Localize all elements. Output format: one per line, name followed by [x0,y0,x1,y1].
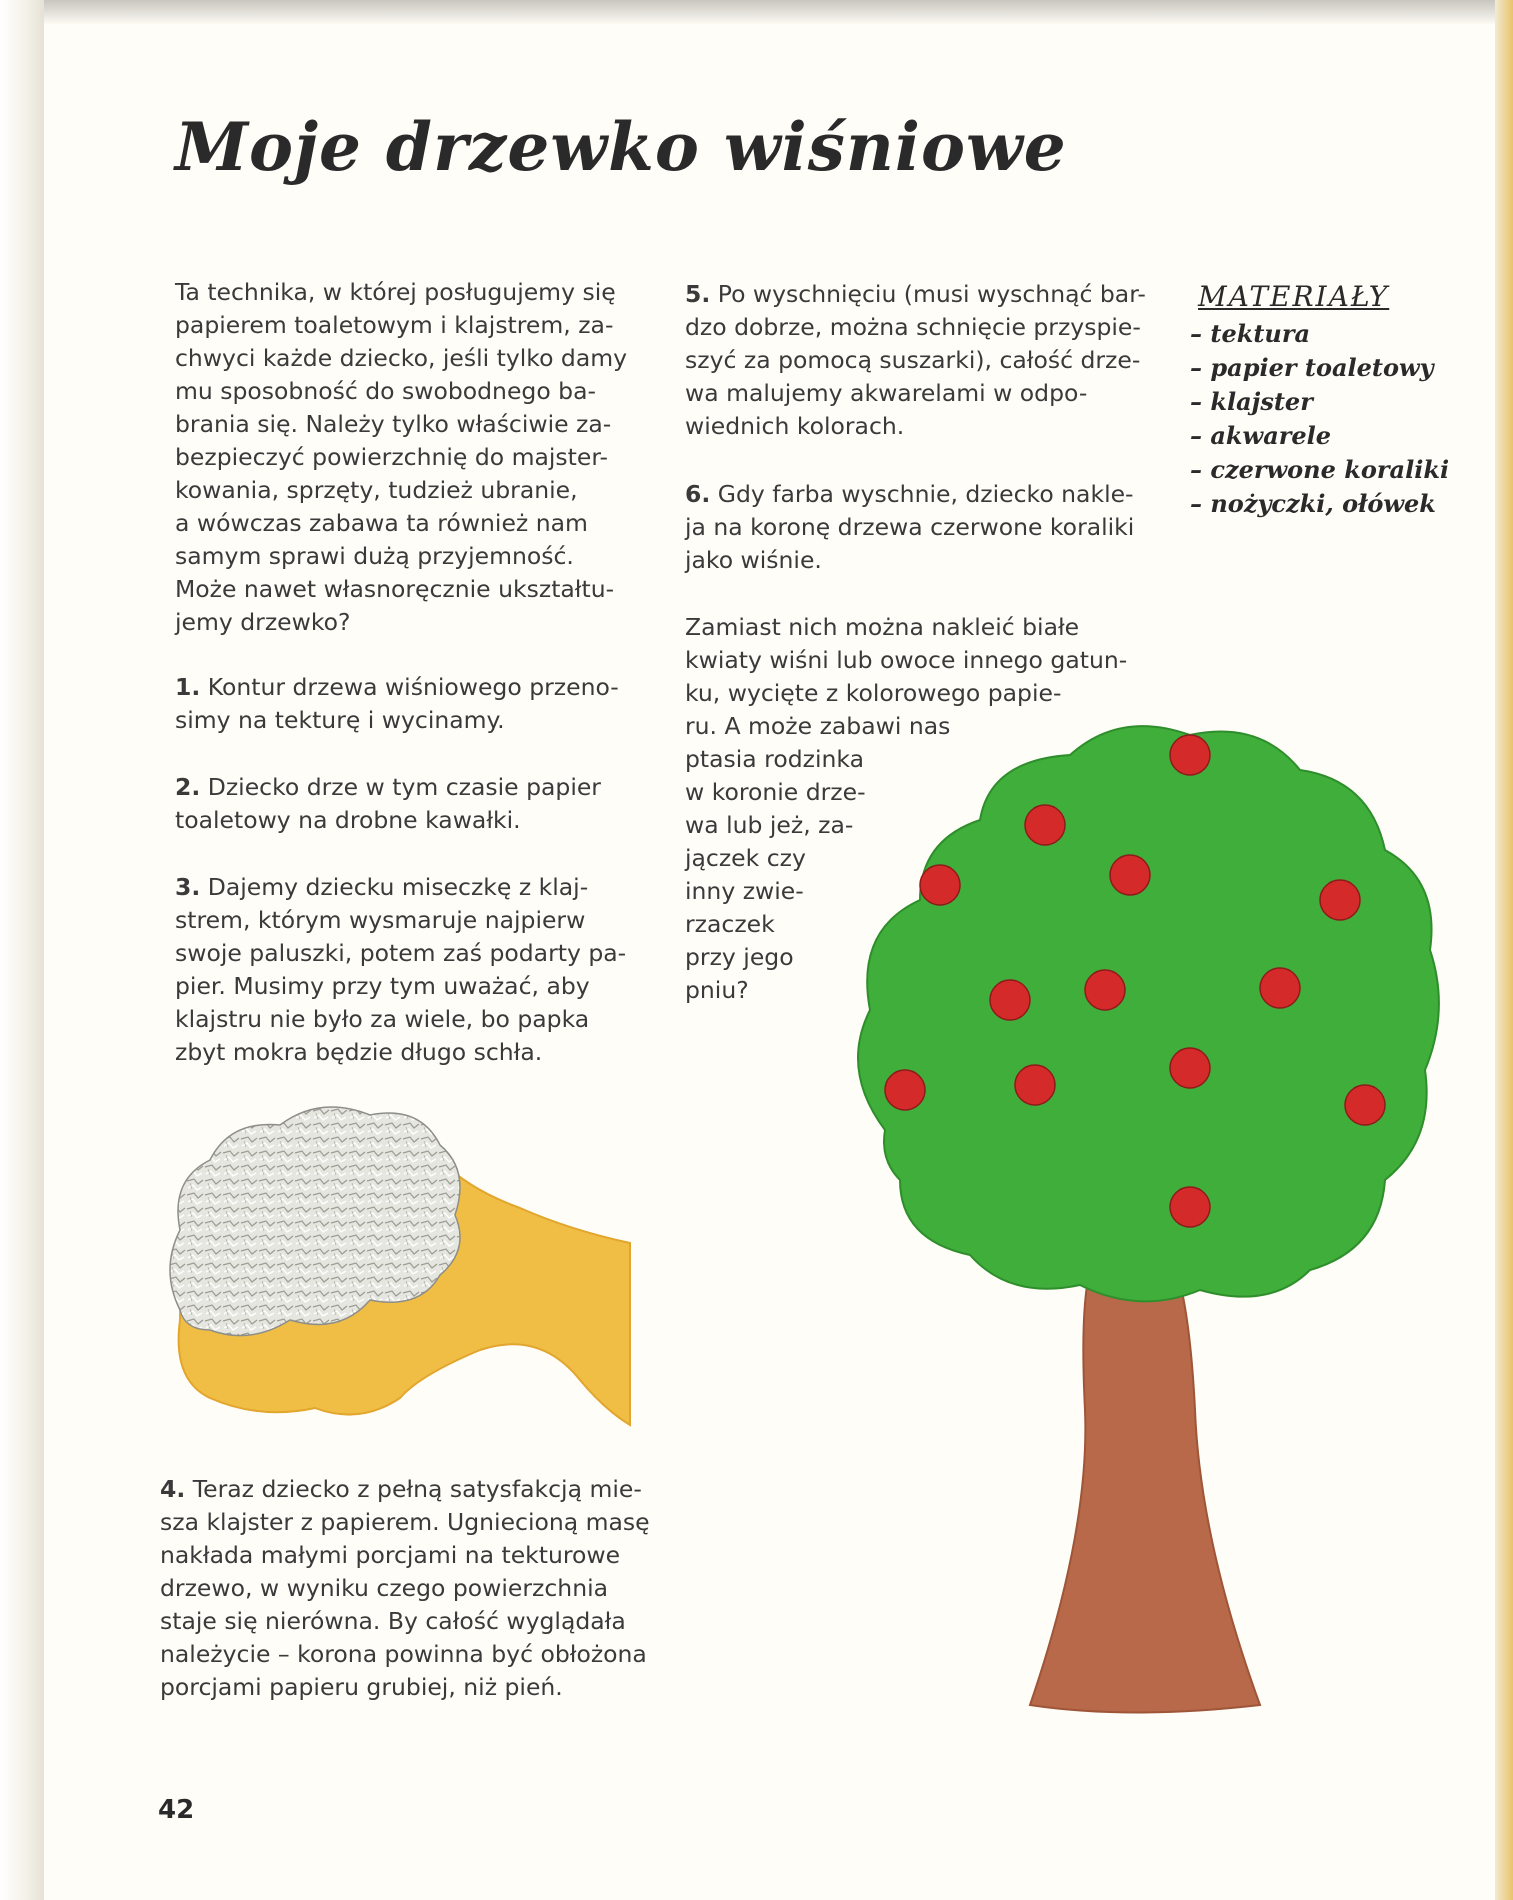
cherry [920,865,960,905]
cherry [1345,1085,1385,1125]
page-right-edge [1495,0,1513,1900]
cherry [1170,1048,1210,1088]
cherry [1015,1065,1055,1105]
tree-crown [858,726,1439,1301]
material-item: – klajster [1190,387,1313,416]
cherry-tree-illustration [840,710,1460,1740]
material-item: – akwarele [1190,421,1332,450]
step-2: 2. Dziecko drze w tym czasie papier toaletowy na drobne kawałki. [175,773,601,834]
step-number: 4. [160,1475,186,1503]
step-3: 3. Dajemy dziecku miseczkę z klaj- strem, którym wysmaruje najpierw swoje paluszki, potem zaś podarty pa- pier. Musimy przy tym uważać, aby klajstru nie było za wiele, bo papka zbyt mokra będzie długo schła. [175,873,627,1066]
step-6: 6. Gdy farba wyschnie, dziecko nakle- ja na koronę drzewa czerwone koraliki jako wiśnie. [685,480,1135,574]
page-top-edge [0,0,1513,24]
page-number: 42 [158,1795,195,1825]
step-number: 5. [685,280,711,308]
step-4: 4. Teraz dziecko z pełną satysfakcją mie- sza klajster z papierem. Ugniecioną masę nakłada małymi porcjami na tekturowe drzewo, w wyniku czego powierzchnia staje się nierówna. By całość wyglądała należycie – korona powinna być obłożona porcjami papieru grubiej, niż pień. [160,1475,650,1701]
cherry [1170,735,1210,775]
step-number: 6. [685,480,711,508]
step-number: 1. [175,673,201,701]
step-5: 5. Po wyschnięciu (musi wyschnąć bar- dzo dobrze, można schnięcie przyspie- szyć za pomocą suszarki), całość drze- wa malujemy akwarelami w odpo- wiednich kolorach. [685,280,1146,440]
book-spine [0,0,44,1900]
cherry [1085,970,1125,1010]
materials-list [1190,280,1449,521]
tree-trunk [1030,1265,1260,1713]
cherry [990,980,1030,1020]
material-item: – tektura [1190,319,1311,348]
material-item: – czerwone koraliki [1190,455,1450,484]
material-item: – nożyczki, ołówek [1190,489,1436,518]
cherry [1320,880,1360,920]
cherry [1110,855,1150,895]
page-title: Moje drzewko wiśniowe [175,108,1067,186]
cardboard-tree-illustration [150,1080,650,1460]
intro-paragraph: Ta technika, w której posługujemy się papierem toaletowym i klajstrem, za- chwyci każde dziecko, jeśli tylko damy mu sposobność do swobodnego ba- brania się. Należy tylko właściwie za- bezpieczyć powierzchnię do majster- kowania, sprzęty, tudzież ubranie, a wówczas zabawa ta również nam samym sprawi dużą przyjemność. Może nawet własnoręcznie ukształtu- jemy drzewko? [175,278,628,636]
cherry [1260,968,1300,1008]
step-1: 1. Kontur drzewa wiśniowego przeno- simy na tekturę i wycinamy. [175,673,619,734]
alternative-paragraph: Zamiast nich można nakleić białe kwiaty wiśni lub owoce innego gatun- ku, wycięte z kolorowego papie- ru. A może zabawi nas ptasia rodzinka w koronie drze- wa lub jeż, za- jączek czy inny zwie- rzaczek przy jego pniu? [685,613,1128,1004]
material-item: – papier toaletowy [1190,353,1434,382]
cherry [885,1070,925,1110]
step-number: 3. [175,873,201,901]
cherry [1170,1187,1210,1227]
step-number: 2. [175,773,201,801]
materials-title: MATERIAŁY [1198,280,1390,313]
cherry [1025,805,1065,845]
